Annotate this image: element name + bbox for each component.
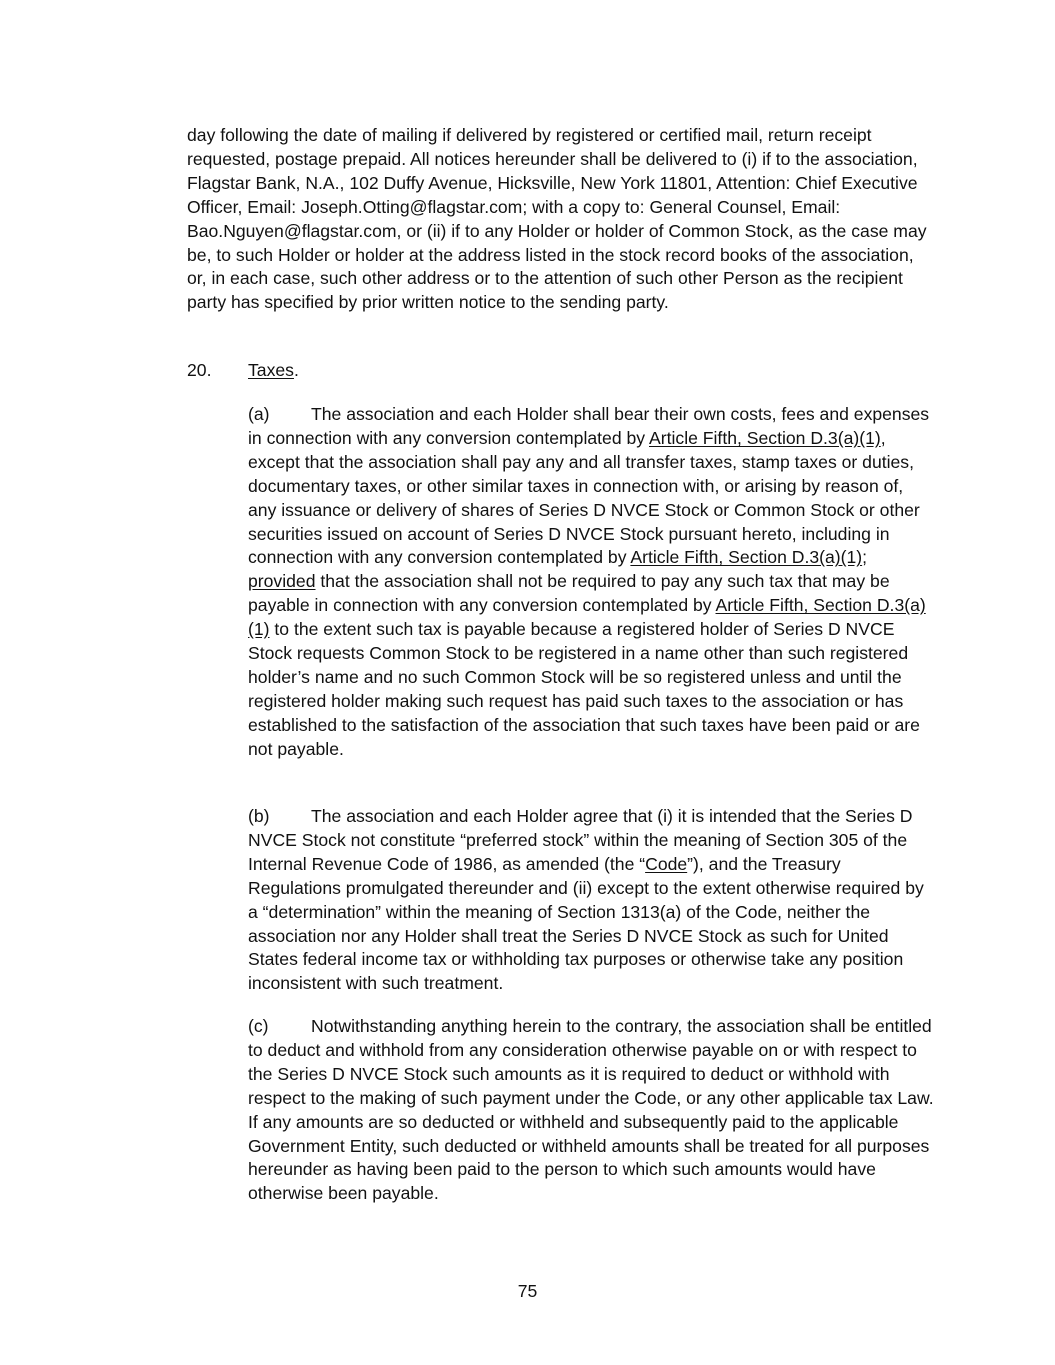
code-defined-term: Code [645, 853, 688, 874]
subsection-b-text-1: The association and each Holder agree that (i) it is intended that the Series D NVCE Stock not constitute “preferred stock” within the meaning of Section 305 of the Internal Revenue Code of 1986, as amended (the “ [248, 806, 913, 874]
subsection-a-label: (a) [248, 404, 270, 424]
subsection-c [248, 1015, 936, 1206]
subsection-a-text-2: , except that the association shall pay any and all transfer taxes, stamp taxes or duties, documentary taxes, or other similar taxes in connection with, or arising by reason of, any issuance or delivery of shares of Series D NVCE Stock or Common Stock or other securities issued on account of Series D NVCE Stock pursuant hereto, including in connection with any conversion contemplated by [248, 427, 920, 568]
page-number: 75 [517, 1281, 538, 1301]
subsection-c-text: Notwithstanding anything herein to the contrary, the association shall be entitled to deduct and withhold from any consideration otherwise payable on or with respect to the Series D NVCE Stock such amounts as it is required to deduct or withhold with respect to the making of such payment under the Code, or any other applicable tax Law. If any amounts are so deducted or withheld and subsequently paid to the applicable Government Entity, such deducted or withheld amounts shall be treated for all purposes hereunder as having been paid to the person to which such amounts would have otherwise been payable. [248, 1016, 934, 1204]
section-number: 20. [187, 360, 212, 380]
subsection-a-text-3: ; [862, 547, 868, 568]
article-reference: Article Fifth, Section D.3(a)(1) [630, 547, 863, 568]
subsection-b-label: (b) [248, 806, 270, 826]
section-title-suffix: . [293, 360, 299, 380]
intro-paragraph: day following the date of mailing if delivered by registered or certified mail, return receipt requested, postage prepaid. All notices hereunder shall be delivered to (i) if to the association, Flagstar Bank, N.A., 102 Duffy Avenue, Hicksville, New York 11801, Attention: Chief Executive Officer, Email: Joseph.Otting@flagstar.com; with a copy to: General Counsel, Email: Bao.Nguyen@flagstar.com, or (ii) if to any Holder or holder of Common Stock, as the case may be, to such Holder or holder at the address listed in the stock record books of the association, or, in each case, such other address or to the attention of such other Person as the recipient party has specified by prior written notice to the sending party. [187, 125, 927, 313]
subsection-a-text-1: The association and each Holder shall bear their own costs, fees and expenses in connection with any conversion contemplated by [248, 404, 930, 448]
subsection-a-text-5: to the extent such tax is payable because a registered holder of Series D NVCE Stock requests Common Stock to be registered in a name other than such registered holder’s name and no such Common Stock will be so registered unless and until the registered holder making such request has paid such taxes to the association or has established to the satisfaction of the association that such taxes have been paid or are not payable. [248, 619, 920, 759]
article-reference: Article Fifth, Section D.3(a)(1) [248, 595, 926, 640]
subsection-c-label: (c) [248, 1016, 269, 1036]
provided-term: provided [248, 571, 316, 592]
subsection-b [248, 805, 936, 996]
article-reference: Article Fifth, Section D.3(a)(1) [649, 427, 881, 448]
section-title: Taxes [248, 360, 294, 380]
subsection-a [248, 403, 936, 762]
subsection-b-text-2: ”), and the Treasury Regulations promulgated thereunder and (ii) except to the extent otherwise required by a “determination” within the meaning of Section 1313(a) of the Code, neither the association nor any Holder shall treat the Series D NVCE Stock as such for United States federal income tax or withholding tax purposes or otherwise take any position inconsistent with such treatment. [248, 853, 924, 994]
section-heading [187, 359, 932, 383]
subsection-a-text-4: that the association shall not be required to pay any such tax that may be payable in connection with any conversion contemplated by [248, 571, 890, 616]
